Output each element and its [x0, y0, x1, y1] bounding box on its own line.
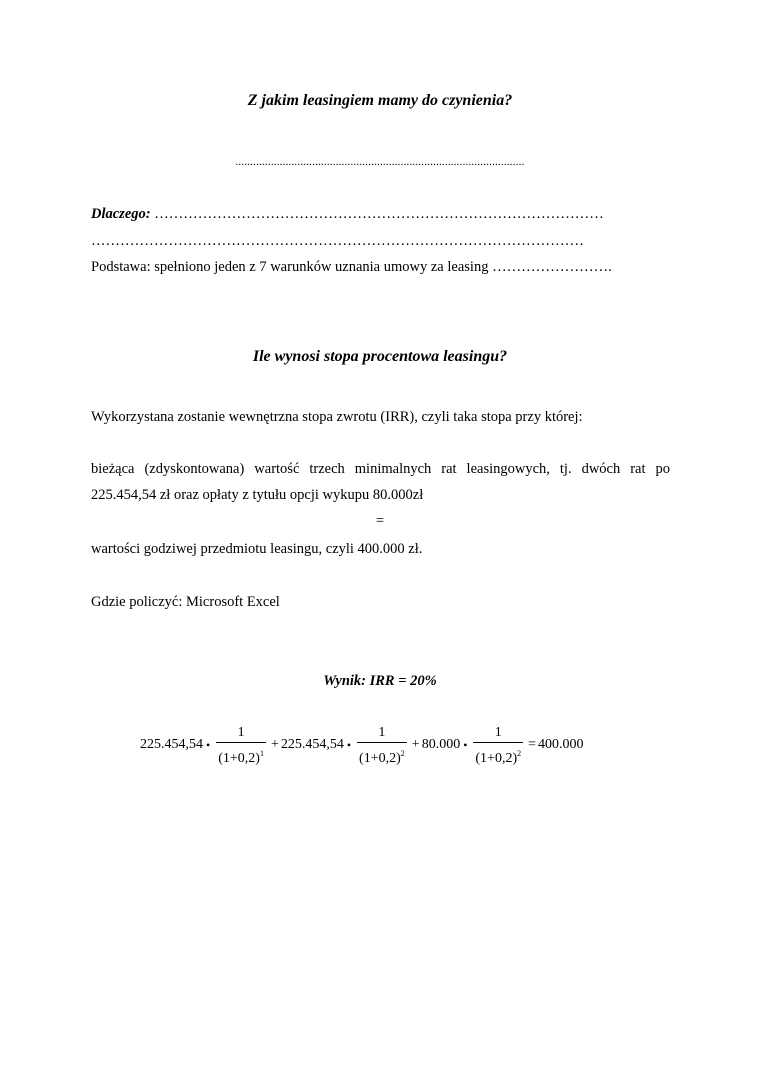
- fraction-denominator: [216, 742, 266, 767]
- irr-formula: [140, 723, 584, 767]
- formula-total: 400.000: [538, 737, 584, 752]
- why-placeholder-1: …………………………………………………………………………………: [154, 206, 604, 222]
- denominator-base: (1+0,2): [475, 750, 518, 766]
- multiply-dot: •: [463, 737, 468, 752]
- formula-term1-amount: 225.454,54: [140, 737, 203, 752]
- plus-sign: +: [270, 737, 279, 752]
- formula-term3-amount: 80.000: [421, 737, 461, 752]
- denominator-base: (1+0,2): [218, 750, 260, 766]
- equals-sign: =: [528, 737, 537, 752]
- irr-intro: Wykorzystana zostanie wewnętrzna stopa zwrotu (IRR), czyli taka stopa przy której:: [91, 409, 583, 425]
- why-placeholder-2: …………………………………………………………………………………………: [91, 233, 584, 249]
- multiply-dot: •: [346, 737, 352, 752]
- fraction-denominator: [473, 742, 523, 767]
- fraction-numerator: 1: [237, 724, 245, 740]
- fraction-denominator: [357, 742, 407, 767]
- pv-description-line-2: 225.454,54 zł oraz opłaty z tytułu opcji wykupu 80.000zł: [91, 487, 424, 503]
- pv-description-line-1: bieżąca (zdyskontowana) wartość trzech minimalnych rat leasingowych, tj. dwóch rat po: [91, 461, 670, 477]
- exponent: 2: [400, 748, 405, 758]
- formula-term2-amount: 225.454,54: [280, 737, 344, 752]
- why-row: [91, 206, 604, 223]
- why-label: Dlaczego:: [91, 206, 151, 222]
- section-title-interest-rate: Ile wynosi stopa procentowa leasingu?: [252, 348, 508, 365]
- discount-fraction-3: [473, 724, 523, 767]
- plus-sign: +: [411, 737, 420, 752]
- answer-placeholder-line: ..................................................................................................: [235, 156, 525, 168]
- exponent: 2: [517, 748, 522, 758]
- discount-fraction-1: [216, 724, 266, 767]
- section-title-leasing-type: Z jakim leasingiem mamy do czynienia?: [247, 92, 513, 109]
- basis-text: Podstawa: spełniono jeden z 7 warunków uznania umowy za leasing …………………….: [91, 259, 612, 275]
- discount-fraction-2: [357, 724, 407, 767]
- fraction-numerator: 1: [378, 724, 386, 740]
- fair-value-text: wartości godziwej przedmiotu leasingu, czyli 400.000 zł.: [91, 541, 423, 557]
- where-to-calculate: Gdzie policzyć: Microsoft Excel: [91, 594, 280, 610]
- irr-result: Wynik: IRR = 20%: [323, 673, 437, 689]
- exponent: 1: [259, 748, 264, 758]
- fraction-numerator: 1: [494, 724, 502, 740]
- denominator-base: (1+0,2): [359, 750, 401, 766]
- multiply-dot: •: [206, 737, 211, 752]
- equals-sign: =: [375, 513, 385, 529]
